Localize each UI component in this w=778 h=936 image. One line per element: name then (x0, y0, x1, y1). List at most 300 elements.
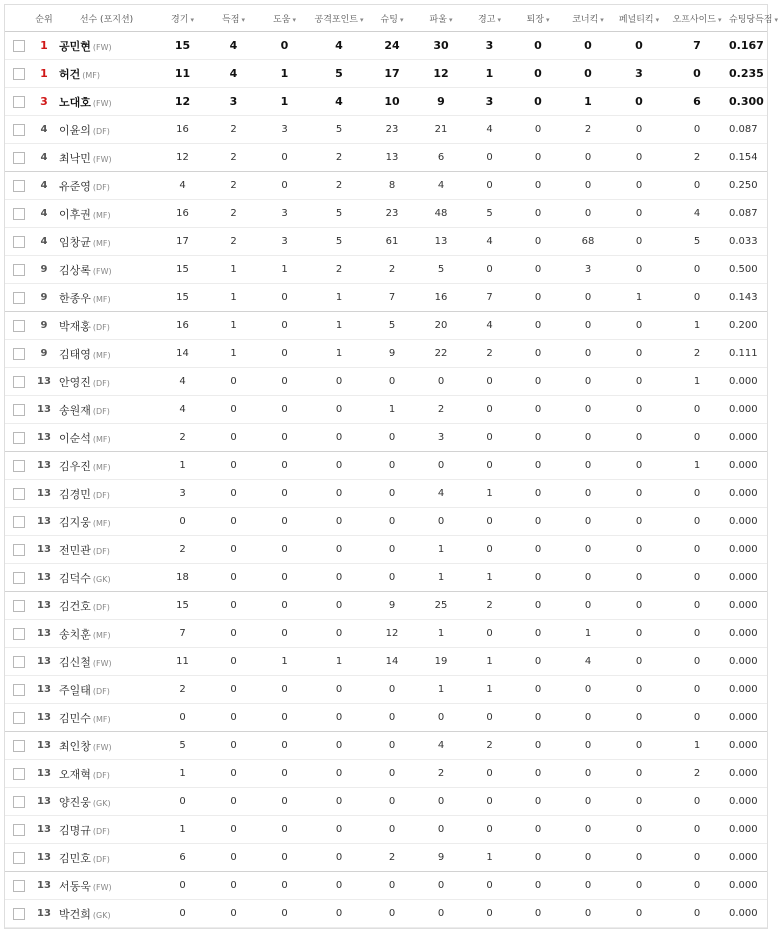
rank-cell: 4 (32, 116, 56, 144)
player-position: (DF) (92, 406, 110, 416)
stat-games-cell: 1 (157, 452, 208, 480)
stat-attack-points-cell: 0 (310, 480, 368, 508)
row-checkbox[interactable] (13, 404, 25, 416)
stat-assists-cell: 0 (259, 368, 310, 396)
stat-fouls-cell: 1 (416, 536, 466, 564)
stat-sent-off-cell: 0 (513, 620, 563, 648)
player-name-link[interactable]: 송원재 (59, 403, 91, 417)
row-select-cell (5, 816, 32, 844)
stat-games-cell: 0 (157, 704, 208, 732)
column-header-penalty-kicks[interactable]: 페널티킥 ▾ (613, 5, 665, 32)
stat-offsides-cell: 2 (665, 340, 729, 368)
rank-cell: 13 (32, 368, 56, 396)
player-cell (56, 60, 157, 88)
stat-goals-cell: 0 (208, 508, 259, 536)
player-name-link[interactable]: 김민수 (59, 711, 91, 725)
row-select-cell (5, 620, 32, 648)
row-checkbox[interactable] (13, 628, 25, 640)
stat-goals-cell: 2 (208, 228, 259, 256)
stat-sent-off-cell: 0 (513, 508, 563, 536)
row-select-cell (5, 508, 32, 536)
table-row (5, 60, 767, 88)
stat-offsides-cell: 0 (665, 844, 729, 872)
stat-warnings-cell: 0 (466, 872, 513, 900)
player-name-link[interactable]: 김건호 (59, 599, 91, 613)
player-name-link[interactable]: 박건희 (59, 907, 91, 921)
stat-assists-cell: 0 (259, 732, 310, 760)
rank-cell: 3 (32, 88, 56, 116)
player-position: (MF) (92, 350, 111, 360)
player-cell (56, 508, 157, 536)
player-position: (GK) (92, 574, 111, 584)
row-select-cell (5, 900, 32, 928)
stat-penalty-kicks-cell: 0 (613, 732, 665, 760)
player-name-link[interactable]: 안영진 (59, 375, 91, 389)
stat-corner-kicks-cell: 0 (563, 144, 613, 172)
row-checkbox[interactable] (13, 264, 25, 276)
stat-goals-per-shot-cell: 0.167 (729, 32, 767, 60)
row-select-cell (5, 844, 32, 872)
stat-attack-points-cell: 5 (310, 200, 368, 228)
table-row (5, 508, 767, 536)
column-header-corner-kicks[interactable]: 코너킥 ▾ (563, 5, 613, 32)
stat-attack-points-cell: 0 (310, 592, 368, 620)
stat-offsides-cell: 6 (665, 88, 729, 116)
row-select-cell (5, 760, 32, 788)
player-position: (DF) (92, 490, 110, 500)
player-name-link[interactable]: 최낙민 (59, 151, 91, 165)
stat-corner-kicks-cell: 0 (563, 172, 613, 200)
row-checkbox[interactable] (13, 908, 25, 920)
stat-assists-cell: 0 (259, 844, 310, 872)
stat-goals-cell: 4 (208, 60, 259, 88)
row-checkbox[interactable] (13, 236, 25, 248)
stat-shots-cell: 0 (368, 508, 416, 536)
stat-offsides-cell: 2 (665, 144, 729, 172)
stat-fouls-cell: 2 (416, 760, 466, 788)
player-position: (FW) (92, 98, 112, 108)
player-position: (MF) (82, 70, 101, 80)
stat-warnings-cell: 3 (466, 32, 513, 60)
stat-corner-kicks-cell: 0 (563, 704, 613, 732)
stat-offsides-cell: 0 (665, 704, 729, 732)
stat-sent-off-cell: 0 (513, 172, 563, 200)
player-name-link[interactable]: 김우진 (59, 459, 91, 473)
stat-goals-per-shot-cell: 0.087 (729, 200, 767, 228)
stat-games-cell: 4 (157, 368, 208, 396)
stat-penalty-kicks-cell: 0 (613, 480, 665, 508)
stat-attack-points-cell: 0 (310, 900, 368, 928)
column-header-attack-points[interactable]: 공격포인트 ▾ (310, 5, 368, 32)
rank-cell: 13 (32, 620, 56, 648)
player-name-link[interactable]: 이순석 (59, 431, 91, 445)
row-checkbox[interactable] (13, 320, 25, 332)
player-cell (56, 620, 157, 648)
table-row (5, 452, 767, 480)
player-name-link[interactable]: 김명규 (59, 823, 91, 837)
table-row (5, 144, 767, 172)
table-row (5, 788, 767, 816)
rank-cell: 13 (32, 648, 56, 676)
rank-cell: 4 (32, 144, 56, 172)
stat-sent-off-cell: 0 (513, 228, 563, 256)
player-position: (DF) (92, 826, 110, 836)
player-name-link[interactable]: 김지웅 (59, 515, 91, 529)
row-checkbox[interactable] (13, 96, 25, 108)
stat-fouls-cell: 0 (416, 704, 466, 732)
player-cell (56, 676, 157, 704)
row-checkbox[interactable] (13, 432, 25, 444)
stat-shots-cell: 8 (368, 172, 416, 200)
row-checkbox[interactable] (13, 208, 25, 220)
stat-goals-per-shot-cell: 0.000 (729, 564, 767, 592)
stat-offsides-cell: 0 (665, 284, 729, 312)
column-header-assists[interactable]: 도움 ▾ (259, 5, 310, 32)
player-position: (DF) (92, 182, 110, 192)
row-select-cell (5, 452, 32, 480)
stat-attack-points-cell: 0 (310, 732, 368, 760)
stat-games-cell: 15 (157, 32, 208, 60)
player-name-link[interactable]: 김민호 (59, 851, 91, 865)
stat-shots-cell: 13 (368, 144, 416, 172)
stat-offsides-cell: 0 (665, 116, 729, 144)
stat-goals-per-shot-cell: 0.000 (729, 760, 767, 788)
rank-cell: 13 (32, 872, 56, 900)
stat-games-cell: 1 (157, 760, 208, 788)
stat-assists-cell: 0 (259, 172, 310, 200)
player-name-link[interactable]: 양진웅 (59, 795, 91, 809)
stat-sent-off-cell: 0 (513, 452, 563, 480)
stat-warnings-cell: 0 (466, 452, 513, 480)
row-checkbox[interactable] (13, 460, 25, 472)
stat-goals-per-shot-cell: 0.000 (729, 620, 767, 648)
player-rows (5, 32, 767, 928)
player-name-link[interactable]: 공민현 (59, 39, 91, 53)
stat-warnings-cell: 0 (466, 144, 513, 172)
player-cell (56, 760, 157, 788)
row-checkbox[interactable] (13, 600, 25, 612)
stat-games-cell: 4 (157, 396, 208, 424)
stat-warnings-cell: 1 (466, 844, 513, 872)
row-checkbox[interactable] (13, 768, 25, 780)
table-row (5, 32, 767, 60)
stat-goals-cell: 0 (208, 424, 259, 452)
stat-attack-points-cell: 0 (310, 368, 368, 396)
column-header-fouls[interactable]: 파울 ▾ (416, 5, 466, 32)
column-header-games[interactable]: 경기 ▾ (157, 5, 208, 32)
stat-sent-off-cell: 0 (513, 256, 563, 284)
row-select-cell (5, 368, 32, 396)
stat-assists-cell: 1 (259, 648, 310, 676)
player-name-link[interactable]: 이윤의 (59, 123, 91, 137)
stat-attack-points-cell: 0 (310, 536, 368, 564)
stat-attack-points-cell: 4 (310, 32, 368, 60)
row-select-cell (5, 256, 32, 284)
player-position: (MF) (92, 434, 111, 444)
stat-shots-cell: 0 (368, 480, 416, 508)
stat-games-cell: 11 (157, 648, 208, 676)
row-checkbox[interactable] (13, 40, 25, 52)
row-checkbox[interactable] (13, 68, 25, 80)
stat-attack-points-cell: 5 (310, 228, 368, 256)
stat-games-cell: 5 (157, 732, 208, 760)
stat-fouls-cell: 16 (416, 284, 466, 312)
row-checkbox[interactable] (13, 124, 25, 136)
stat-warnings-cell: 0 (466, 788, 513, 816)
player-cell (56, 536, 157, 564)
stat-assists-cell: 0 (259, 32, 310, 60)
rank-cell: 13 (32, 816, 56, 844)
stat-goals-cell: 1 (208, 340, 259, 368)
stat-shots-cell: 0 (368, 732, 416, 760)
stat-penalty-kicks-cell: 1 (613, 284, 665, 312)
table-row (5, 172, 767, 200)
rank-cell: 4 (32, 172, 56, 200)
player-name-link[interactable]: 서동욱 (59, 879, 91, 893)
player-name-link[interactable]: 오재혁 (59, 767, 91, 781)
row-checkbox[interactable] (13, 852, 25, 864)
stat-goals-per-shot-cell: 0.000 (729, 704, 767, 732)
column-header-warnings[interactable]: 경고 ▾ (466, 5, 513, 32)
stat-fouls-cell: 21 (416, 116, 466, 144)
stat-games-cell: 2 (157, 676, 208, 704)
stat-games-cell: 12 (157, 144, 208, 172)
sort-arrow-icon: ▾ (190, 15, 194, 24)
row-select-cell (5, 144, 32, 172)
stat-assists-cell: 1 (259, 256, 310, 284)
stat-games-cell: 16 (157, 116, 208, 144)
stat-corner-kicks-cell: 0 (563, 368, 613, 396)
column-header-offsides[interactable]: 오프사이드 ▾ (665, 5, 729, 32)
player-position: (MF) (92, 714, 111, 724)
stat-shots-cell: 0 (368, 872, 416, 900)
stat-warnings-cell: 2 (466, 732, 513, 760)
stat-corner-kicks-cell: 0 (563, 536, 613, 564)
stat-fouls-cell: 0 (416, 788, 466, 816)
stat-shots-cell: 23 (368, 200, 416, 228)
player-name-link[interactable]: 허건 (59, 67, 81, 81)
row-checkbox[interactable] (13, 824, 25, 836)
stat-offsides-cell: 0 (665, 816, 729, 844)
player-position: (DF) (92, 686, 110, 696)
column-header-sent-off[interactable]: 퇴장 ▾ (513, 5, 563, 32)
player-position: (MF) (92, 518, 111, 528)
stat-penalty-kicks-cell: 0 (613, 88, 665, 116)
row-checkbox[interactable] (13, 516, 25, 528)
player-position: (DF) (92, 602, 110, 612)
stat-shots-cell: 0 (368, 368, 416, 396)
sort-arrow-icon: ▾ (241, 15, 245, 24)
stat-goals-cell: 2 (208, 116, 259, 144)
stat-penalty-kicks-cell: 0 (613, 788, 665, 816)
sort-arrow-icon: ▾ (448, 15, 453, 24)
stat-goals-per-shot-cell: 0.235 (729, 60, 767, 88)
stat-goals-cell: 1 (208, 312, 259, 340)
stat-goals-per-shot-cell: 0.000 (729, 844, 767, 872)
row-checkbox[interactable] (13, 152, 25, 164)
player-name-link[interactable]: 이후권 (59, 207, 91, 221)
player-name-link[interactable]: 김덕수 (59, 571, 91, 585)
player-stats-table (5, 5, 778, 928)
player-stats-table-container (4, 4, 778, 929)
stat-warnings-cell: 1 (466, 676, 513, 704)
row-select-cell (5, 732, 32, 760)
player-name-link[interactable]: 유준영 (59, 179, 91, 193)
row-checkbox[interactable] (13, 740, 25, 752)
stat-sent-off-cell: 0 (513, 732, 563, 760)
stat-fouls-cell: 6 (416, 144, 466, 172)
column-header-goals[interactable]: 득점 ▾ (208, 5, 259, 32)
stat-penalty-kicks-cell: 0 (613, 564, 665, 592)
stat-goals-cell: 0 (208, 704, 259, 732)
stat-attack-points-cell: 0 (310, 760, 368, 788)
stat-goals-cell: 4 (208, 32, 259, 60)
stat-assists-cell: 0 (259, 620, 310, 648)
stat-warnings-cell: 0 (466, 620, 513, 648)
player-name-link[interactable]: 최인창 (59, 739, 91, 753)
stat-attack-points-cell: 0 (310, 816, 368, 844)
player-cell (56, 564, 157, 592)
stat-assists-cell: 0 (259, 396, 310, 424)
stat-goals-cell: 0 (208, 480, 259, 508)
stat-corner-kicks-cell: 0 (563, 844, 613, 872)
player-name-link[interactable]: 박재홍 (59, 319, 91, 333)
stat-attack-points-cell: 0 (310, 676, 368, 704)
table-row (5, 676, 767, 704)
stat-corner-kicks-cell: 0 (563, 900, 613, 928)
player-name-link[interactable]: 송치훈 (59, 627, 91, 641)
stat-warnings-cell: 4 (466, 116, 513, 144)
player-name-link[interactable]: 김신철 (59, 655, 91, 669)
row-checkbox[interactable] (13, 712, 25, 724)
stat-corner-kicks-cell: 0 (563, 508, 613, 536)
stat-fouls-cell: 0 (416, 452, 466, 480)
player-cell (56, 116, 157, 144)
stat-warnings-cell: 2 (466, 592, 513, 620)
stat-goals-per-shot-cell: 0.250 (729, 172, 767, 200)
stat-goals-cell: 0 (208, 536, 259, 564)
row-checkbox[interactable] (13, 292, 25, 304)
stat-corner-kicks-cell: 1 (563, 88, 613, 116)
table-row (5, 88, 767, 116)
stat-assists-cell: 0 (259, 704, 310, 732)
row-checkbox[interactable] (13, 488, 25, 500)
player-name-link[interactable]: 주일태 (59, 683, 91, 697)
stat-fouls-cell: 1 (416, 676, 466, 704)
stat-warnings-cell: 5 (466, 200, 513, 228)
stat-corner-kicks-cell: 0 (563, 396, 613, 424)
stat-goals-per-shot-cell: 0.000 (729, 480, 767, 508)
stat-offsides-cell: 0 (665, 256, 729, 284)
table-row (5, 116, 767, 144)
stat-penalty-kicks-cell: 0 (613, 144, 665, 172)
table-row (5, 760, 767, 788)
stat-attack-points-cell: 1 (310, 648, 368, 676)
stat-fouls-cell: 5 (416, 256, 466, 284)
column-header-player: 선수 (포지션) (56, 5, 157, 32)
sort-arrow-icon: ▾ (399, 15, 404, 24)
row-checkbox[interactable] (13, 796, 25, 808)
player-name-link[interactable]: 한종우 (59, 291, 91, 305)
row-checkbox[interactable] (13, 348, 25, 360)
rank-cell: 13 (32, 732, 56, 760)
row-checkbox[interactable] (13, 572, 25, 584)
stat-corner-kicks-cell: 3 (563, 256, 613, 284)
sort-arrow-icon: ▾ (600, 15, 604, 24)
row-checkbox[interactable] (13, 656, 25, 668)
stat-goals-cell: 0 (208, 788, 259, 816)
stat-warnings-cell: 4 (466, 312, 513, 340)
column-header-shots[interactable]: 슈팅 ▾ (368, 5, 416, 32)
player-cell (56, 788, 157, 816)
stat-goals-cell: 0 (208, 648, 259, 676)
player-cell (56, 424, 157, 452)
stat-assists-cell: 0 (259, 144, 310, 172)
row-checkbox[interactable] (13, 376, 25, 388)
stat-shots-cell: 2 (368, 844, 416, 872)
table-row (5, 732, 767, 760)
stat-assists-cell: 0 (259, 340, 310, 368)
player-position: (FW) (92, 882, 112, 892)
stat-offsides-cell: 0 (665, 788, 729, 816)
stat-attack-points-cell: 1 (310, 340, 368, 368)
column-header-goals-per-shot[interactable]: 슈팅당득점 ▾ (729, 5, 767, 32)
player-name-link[interactable]: 김태영 (59, 347, 91, 361)
row-select-cell (5, 88, 32, 116)
stat-penalty-kicks-cell: 0 (613, 312, 665, 340)
row-checkbox[interactable] (13, 180, 25, 192)
player-cell (56, 312, 157, 340)
player-position: (MF) (92, 238, 111, 248)
player-name-link[interactable]: 김상록 (59, 263, 91, 277)
player-name-link[interactable]: 임창균 (59, 235, 91, 249)
stat-penalty-kicks-cell: 0 (613, 536, 665, 564)
player-cell (56, 480, 157, 508)
player-name-link[interactable]: 전민관 (59, 543, 91, 557)
row-checkbox[interactable] (13, 880, 25, 892)
select-all-header (5, 5, 32, 32)
stat-sent-off-cell: 0 (513, 536, 563, 564)
rank-cell: 13 (32, 536, 56, 564)
row-checkbox[interactable] (13, 684, 25, 696)
table-row (5, 396, 767, 424)
stat-games-cell: 1 (157, 816, 208, 844)
stat-corner-kicks-cell: 0 (563, 480, 613, 508)
sort-arrow-icon: ▾ (774, 15, 778, 24)
table-row (5, 648, 767, 676)
stat-offsides-cell: 4 (665, 200, 729, 228)
player-name-link[interactable]: 김경민 (59, 487, 91, 501)
stat-corner-kicks-cell: 0 (563, 340, 613, 368)
stat-shots-cell: 14 (368, 648, 416, 676)
stat-corner-kicks-cell: 4 (563, 648, 613, 676)
row-select-cell (5, 116, 32, 144)
rank-cell: 13 (32, 480, 56, 508)
row-checkbox[interactable] (13, 544, 25, 556)
player-cell (56, 396, 157, 424)
player-cell (56, 172, 157, 200)
table-row (5, 340, 767, 368)
player-name-link[interactable]: 노대호 (59, 95, 91, 109)
stat-goals-cell: 2 (208, 144, 259, 172)
stat-offsides-cell: 0 (665, 564, 729, 592)
stat-corner-kicks-cell: 0 (563, 32, 613, 60)
stat-goals-cell: 2 (208, 200, 259, 228)
stat-games-cell: 18 (157, 564, 208, 592)
player-cell (56, 648, 157, 676)
stat-goals-cell: 0 (208, 564, 259, 592)
stat-goals-cell: 0 (208, 676, 259, 704)
